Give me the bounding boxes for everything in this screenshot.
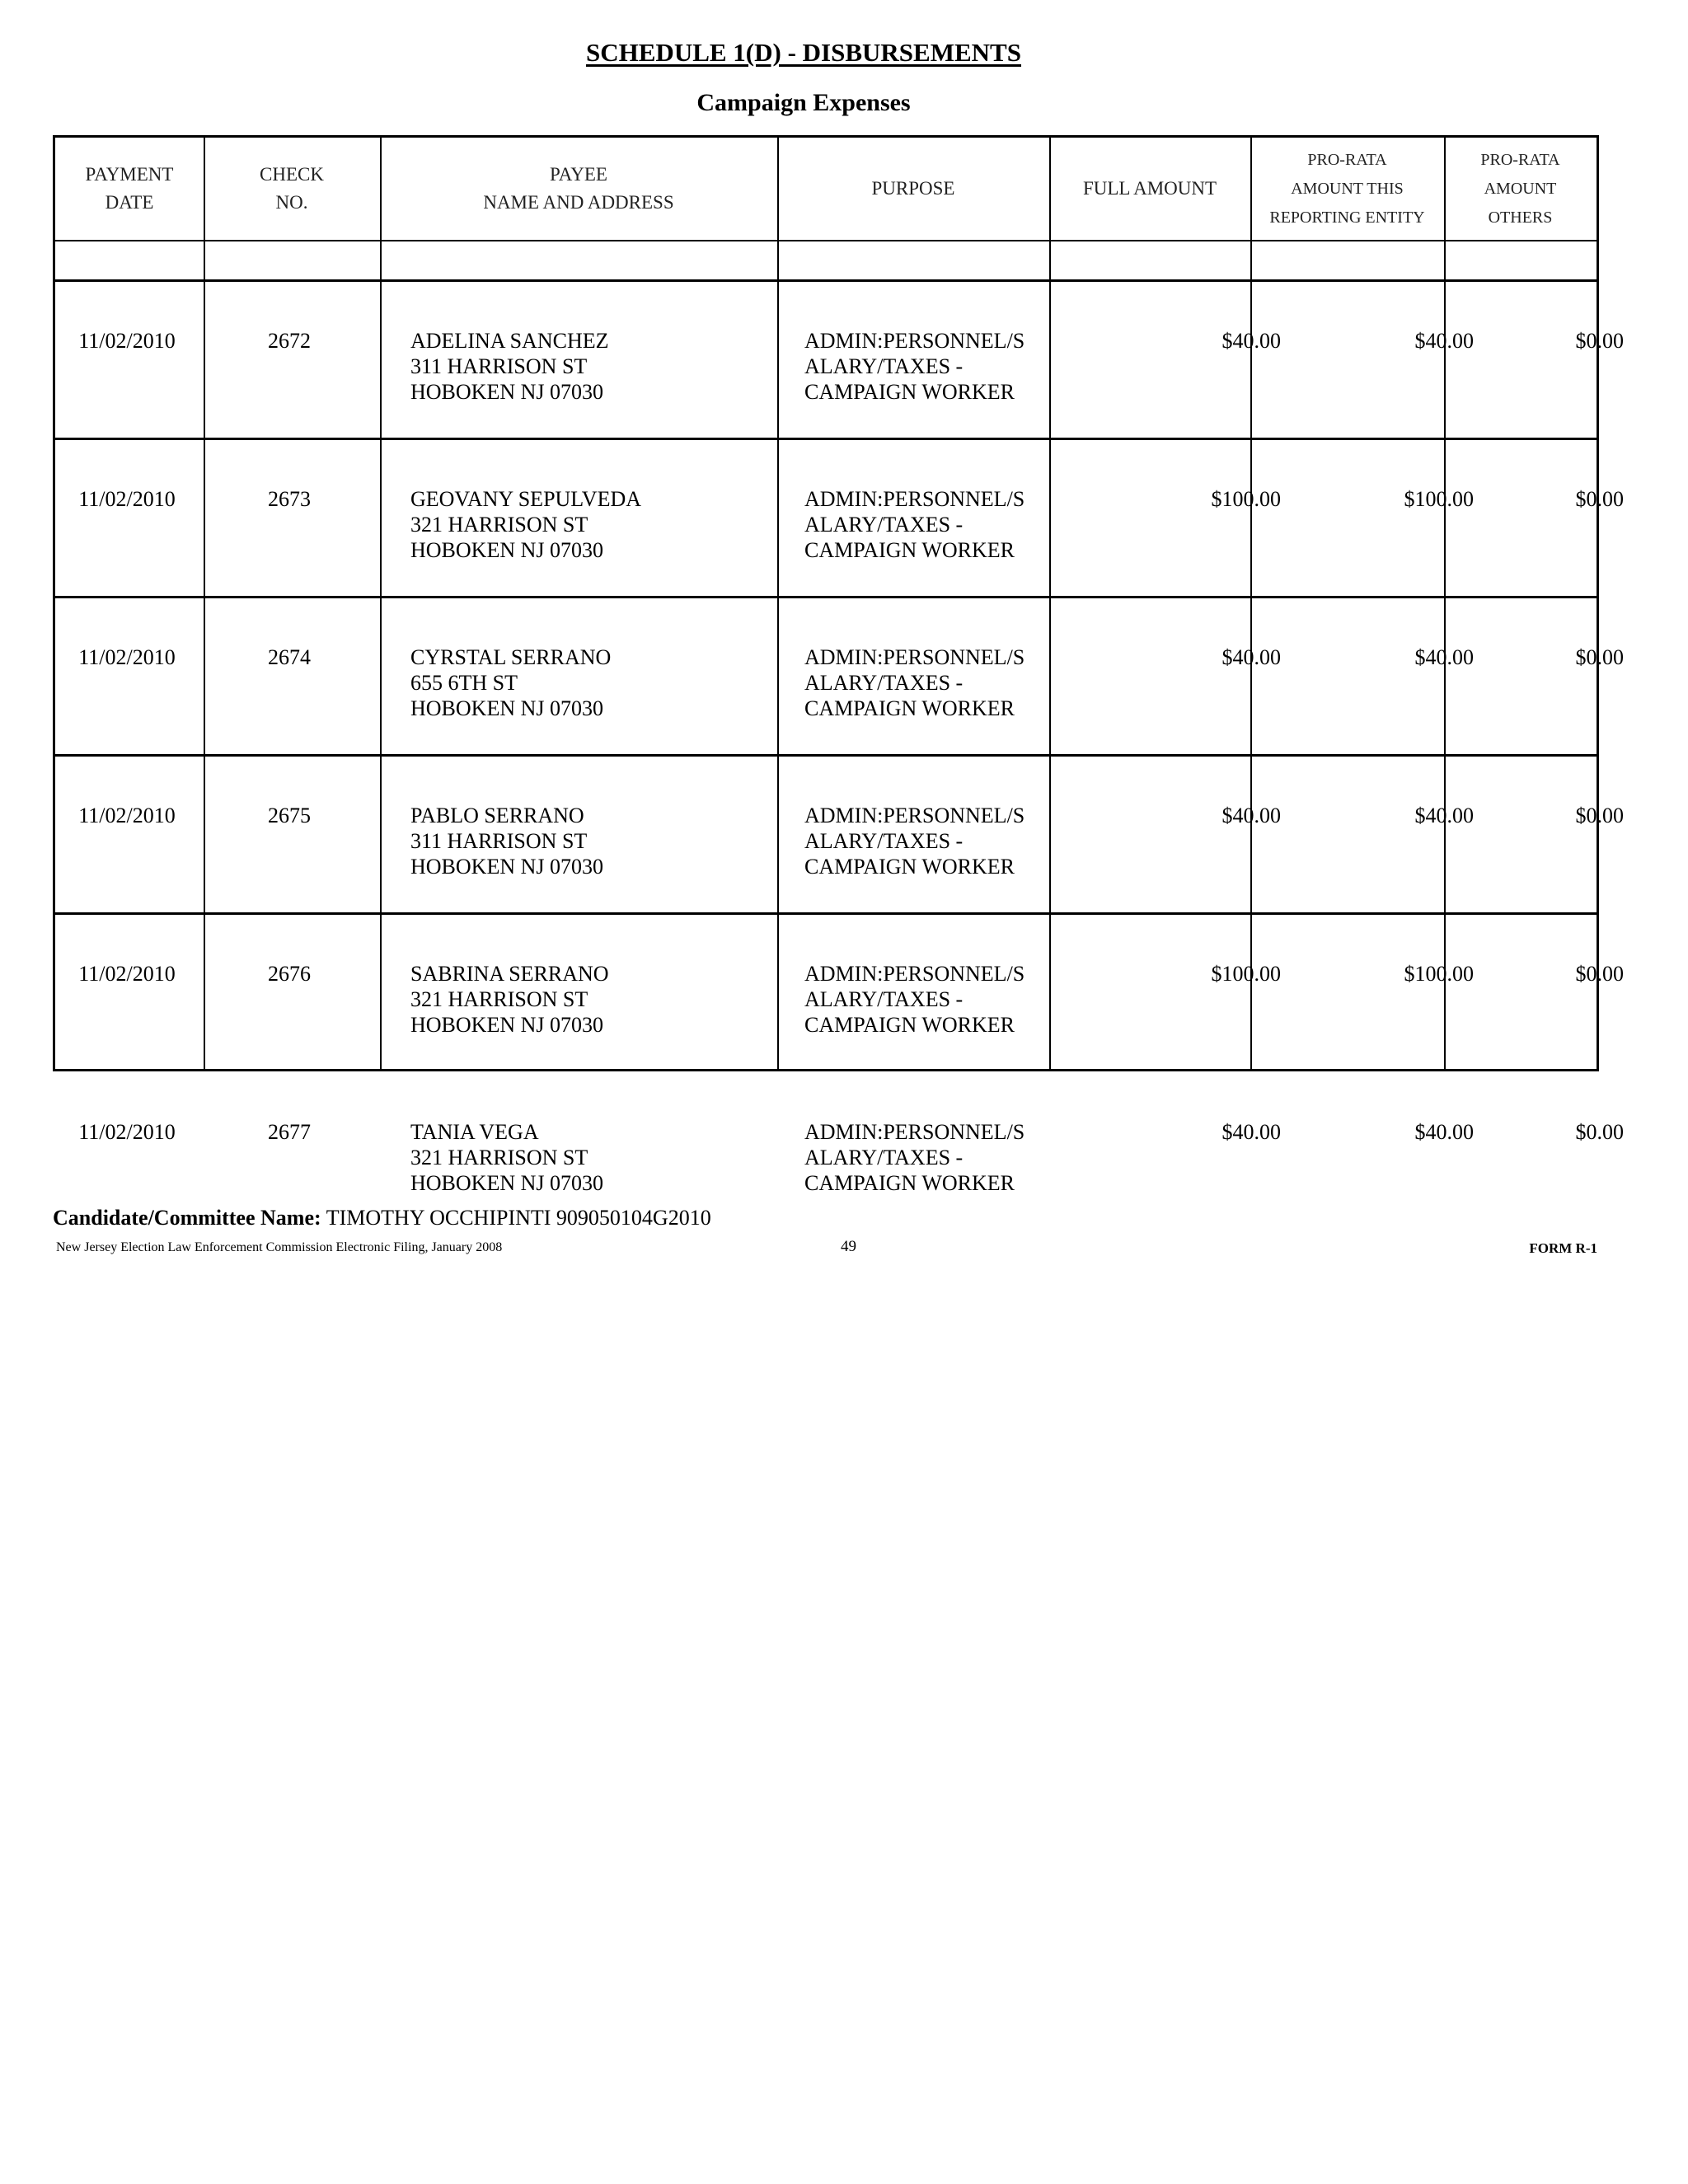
purpose: ADMIN:PERSONNEL/S ALARY/TAXES - CAMPAIGN WORKER bbox=[804, 1120, 1025, 1195]
payee-name-address: ADELINA SANCHEZ 311 HARRISON ST HOBOKEN NJ 07030 bbox=[410, 329, 609, 404]
full-amount: $40.00 bbox=[1221, 1120, 1281, 1144]
purpose: ADMIN:PERSONNEL/S ALARY/TAXES - CAMPAIGN WORKER bbox=[804, 962, 1025, 1037]
column-divider bbox=[380, 138, 382, 1069]
prorata-entity-amount: $40.00 bbox=[1414, 329, 1474, 353]
row-divider bbox=[55, 438, 1597, 440]
prorata-entity-amount: $100.00 bbox=[1404, 487, 1474, 511]
prorata-entity-amount: $40.00 bbox=[1414, 804, 1474, 827]
check-number: 2673 bbox=[268, 487, 311, 511]
committee-name bbox=[53, 1206, 711, 1230]
row-divider bbox=[55, 596, 1597, 598]
check-number: 2672 bbox=[268, 329, 311, 353]
header-prorata-entity: PRO-RATA AMOUNT THIS REPORTING ENTITY bbox=[1269, 150, 1425, 227]
full-amount: $40.00 bbox=[1221, 329, 1281, 353]
payment-date: 11/02/2010 bbox=[78, 962, 176, 986]
purpose: ADMIN:PERSONNEL/S ALARY/TAXES - CAMPAIGN WORKER bbox=[804, 329, 1025, 404]
row-divider bbox=[55, 912, 1597, 915]
header-check-no: CHECK NO. bbox=[260, 164, 324, 213]
row-divider bbox=[55, 754, 1597, 757]
prorata-others-amount: $0.00 bbox=[1575, 329, 1624, 353]
disbursements-grid bbox=[53, 135, 1599, 1071]
page-number: 49 bbox=[841, 1238, 856, 1255]
header-payee: PAYEE NAME AND ADDRESS bbox=[483, 164, 674, 213]
payee-name-address: TANIA VEGA 321 HARRISON ST HOBOKEN NJ 07030 bbox=[410, 1120, 603, 1195]
payment-date: 11/02/2010 bbox=[78, 1120, 176, 1144]
prorata-others-amount: $0.00 bbox=[1575, 487, 1624, 511]
header-purpose: PURPOSE bbox=[871, 178, 955, 199]
payment-date: 11/02/2010 bbox=[78, 804, 176, 827]
prorata-others-amount: $0.00 bbox=[1575, 804, 1624, 827]
payee-name-address: CYRSTAL SERRANO 655 6TH ST HOBOKEN NJ 07030 bbox=[410, 645, 612, 720]
purpose: ADMIN:PERSONNEL/S ALARY/TAXES - CAMPAIGN WORKER bbox=[804, 804, 1025, 879]
full-amount: $100.00 bbox=[1211, 487, 1281, 511]
header-full-amount: FULL AMOUNT bbox=[1082, 178, 1217, 199]
column-divider bbox=[204, 138, 205, 1069]
committee-name-label: Candidate/Committee Name: bbox=[53, 1206, 321, 1230]
check-number: 2674 bbox=[268, 645, 311, 669]
column-divider bbox=[1250, 138, 1252, 1069]
prorata-entity-amount: $40.00 bbox=[1414, 645, 1474, 669]
payment-date: 11/02/2010 bbox=[78, 487, 176, 511]
page-subtitle: Campaign Expenses bbox=[696, 89, 911, 116]
purpose: ADMIN:PERSONNEL/S ALARY/TAXES - CAMPAIGN WORKER bbox=[804, 645, 1025, 720]
prorata-others-amount: $0.00 bbox=[1575, 962, 1624, 986]
header-divider bbox=[55, 240, 1597, 241]
purpose: ADMIN:PERSONNEL/S ALARY/TAXES - CAMPAIGN WORKER bbox=[804, 487, 1025, 562]
check-number: 2677 bbox=[268, 1120, 311, 1144]
header-payment-date: PAYMENT DATE bbox=[85, 164, 174, 213]
payee-name-address: SABRINA SERRANO 321 HARRISON ST HOBOKEN NJ 07030 bbox=[410, 962, 609, 1037]
column-divider bbox=[1444, 138, 1446, 1069]
prorata-entity-amount: $100.00 bbox=[1404, 962, 1474, 986]
row-divider bbox=[55, 279, 1597, 282]
full-amount: $100.00 bbox=[1211, 962, 1281, 986]
page-title: SCHEDULE 1(D) - DISBURSEMENTS bbox=[586, 38, 1021, 67]
payment-date: 11/02/2010 bbox=[78, 329, 176, 353]
payment-date: 11/02/2010 bbox=[78, 645, 176, 669]
check-number: 2676 bbox=[268, 962, 311, 986]
filing-note: New Jersey Election Law Enforcement Commission Electronic Filing, January 2008 bbox=[56, 1240, 503, 1254]
prorata-others-amount: $0.00 bbox=[1575, 645, 1624, 669]
prorata-entity-amount: $40.00 bbox=[1414, 1120, 1474, 1144]
payee-name-address: GEOVANY SEPULVEDA 321 HARRISON ST HOBOKEN NJ 07030 bbox=[410, 487, 642, 562]
full-amount: $40.00 bbox=[1221, 804, 1281, 827]
committee-name-value: TIMOTHY OCCHIPINTI 909050104G2010 bbox=[326, 1206, 711, 1230]
check-number: 2675 bbox=[268, 804, 311, 827]
column-divider bbox=[1049, 138, 1051, 1069]
column-divider bbox=[777, 138, 779, 1069]
prorata-others-amount: $0.00 bbox=[1575, 1120, 1624, 1144]
payee-name-address: PABLO SERRANO 311 HARRISON ST HOBOKEN NJ 07030 bbox=[410, 804, 603, 879]
form-id: FORM R-1 bbox=[1529, 1240, 1597, 1256]
full-amount: $40.00 bbox=[1221, 645, 1281, 669]
header-prorata-others: PRO-RATA AMOUNT OTHERS bbox=[1480, 150, 1560, 227]
